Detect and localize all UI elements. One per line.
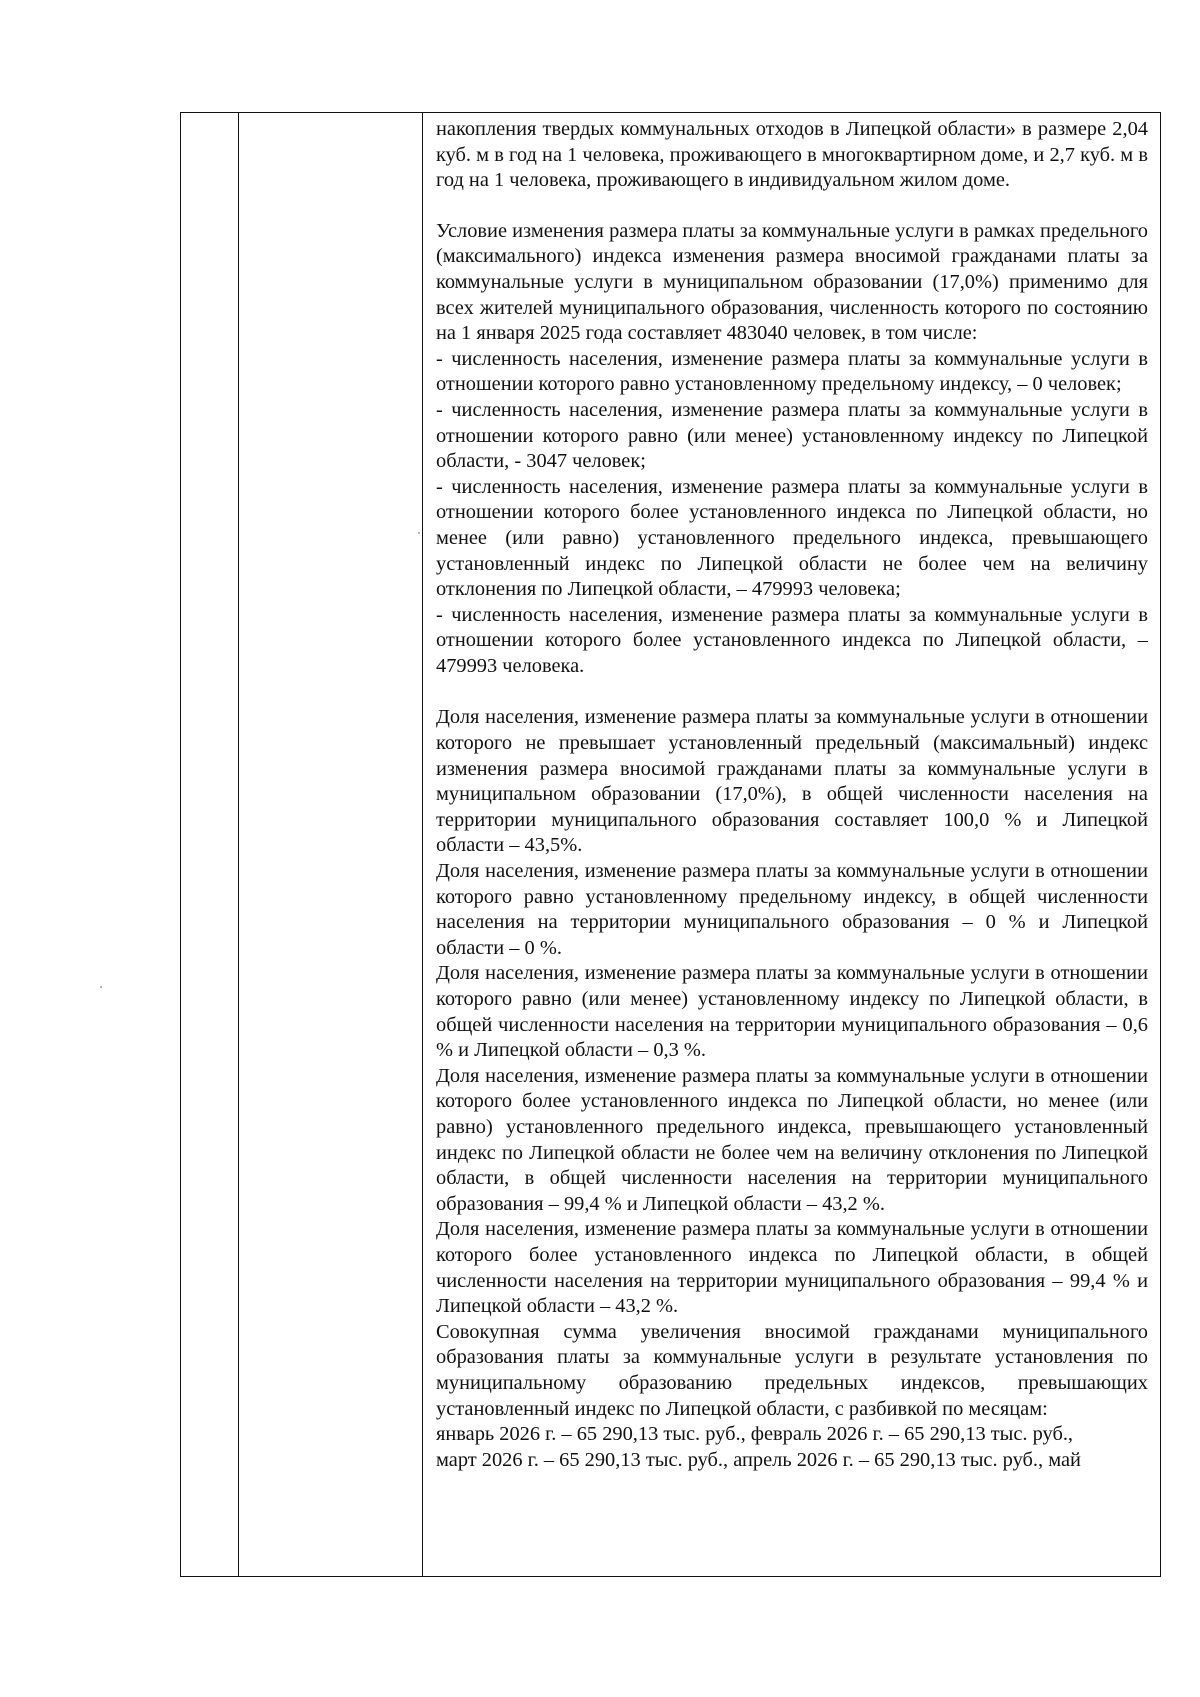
list-item-population-below-region: - численность населения, изменение размера платы за коммунальные услуги в отношении которого равно (или менее) установленному индексу по Липецкой области, - 3047 человек; — [436, 398, 1148, 473]
column-divider — [238, 113, 239, 1576]
paragraph-share-equal-limit: Доля населения, изменение размера платы за коммунальные услуги в отношении которого равно установленному предельному индексу, в общей численности населения на территории муниципального образования – 0 % и Липецкой области – 0 %. — [436, 860, 1148, 959]
paragraph-share-above-region: Доля населения, изменение размера платы за коммунальные услуги в отношении которого более установленного индекса по Липецкой области, в общей численности населения на территории муниципального образования – 99,4 % и Липецкой области – 43,2 %. — [436, 1218, 1148, 1318]
document-table — [180, 112, 1161, 1577]
list-item-population-above-region: - численность населения, изменение размера платы за коммунальные услуги в отношении которого более установленного индекса по Липецкой области, – 479993 человека. — [436, 603, 1148, 677]
table-cell-text — [436, 117, 1148, 1473]
paragraph-tko-norm: накопления твердых коммунальных отходов в Липецкой области» в размере 2,04 куб. м в год на 1 человека, проживающего в многоквартирном доме, и 2,7 куб. м в год на 1 человека, проживающего в индивидуальном жилом доме. — [436, 118, 1148, 192]
monthly-amounts-line-1: январь 2026 г. – 65 290,13 тыс. руб., февраль 2026 г. – 65 290,13 тыс. руб., — [436, 1423, 1074, 1446]
paragraph-spacer — [436, 679, 1148, 705]
monthly-amounts-line-2: март 2026 г. – 65 290,13 тыс. руб., апрель 2026 г. – 65 290,13 тыс. руб., май — [436, 1448, 1081, 1471]
scan-speck — [418, 532, 420, 534]
scan-speck — [100, 986, 102, 988]
list-item-population-equal-limit: - численность населения, изменение размера платы за коммунальные услуги в отношении которого равно установленному предельному индексу, – 0 человек; — [436, 347, 1148, 396]
list-item-population-within-deviation: - численность населения, изменение размера платы за коммунальные услуги в отношении которого более установленного индекса по Липецкой области, но менее (или равно) установленного предельного индекса, превышающего установленный индекс по Липецкой области не более чем на величину отклонения по Липецкой области, – 479993 человека; — [436, 475, 1148, 601]
paragraph-share-within-deviation: Доля населения, изменение размера платы за коммунальные услуги в отношении которого более установленного индекса по Липецкой области, но менее (или равно) установленного предельного индекса, превышающего установленный индекс по Липецкой области не более чем на величину отклонения по Липецкой области, в общей численности населения на территории муниципального образования – 99,4 % и Липецкой области – 43,2 %. — [436, 1064, 1148, 1215]
paragraph-share-below-region: Доля населения, изменение размера платы за коммунальные услуги в отношении которого равно (или менее) установленному индексу по Липецкой области, в общей численности населения на территории муниципального образования – 0,6 % и Липецкой области – 0,3 %. — [436, 962, 1148, 1062]
paragraph-condition: Условие изменения размера платы за коммунальные услуги в рамках предельного (максимального) индекса изменения размера вносимой гражданами платы за коммунальные услуги в муниципальном образовании (17,0%) применимо для всех жителей муниципального образования, численность которого по состоянию на 1 января 2025 года составляет 483040 человек, в том числе: — [436, 219, 1148, 345]
paragraph-share-not-exceed: Доля населения, изменение размера платы за коммунальные услуги в отношении которого не превышает установленный предельный (максимальный) индекс изменения размера вносимой гражданами платы за коммунальные услуги в муниципальном образовании (17,0%), в общей численности населения на территории муниципального образования составляет 100,0 % и Липецкой области – 43,5%. — [436, 706, 1148, 857]
paragraph-spacer — [436, 194, 1148, 219]
paragraph-total-increase: Совокупная сумма увеличения вносимой гражданами муниципального образования платы за коммунальные услуги в результате установления по муниципальному образованию предельных индексов, превышающих установленный индекс по Липецкой области, с разбивкой по месяцам: — [436, 1320, 1148, 1420]
column-divider — [422, 113, 423, 1576]
